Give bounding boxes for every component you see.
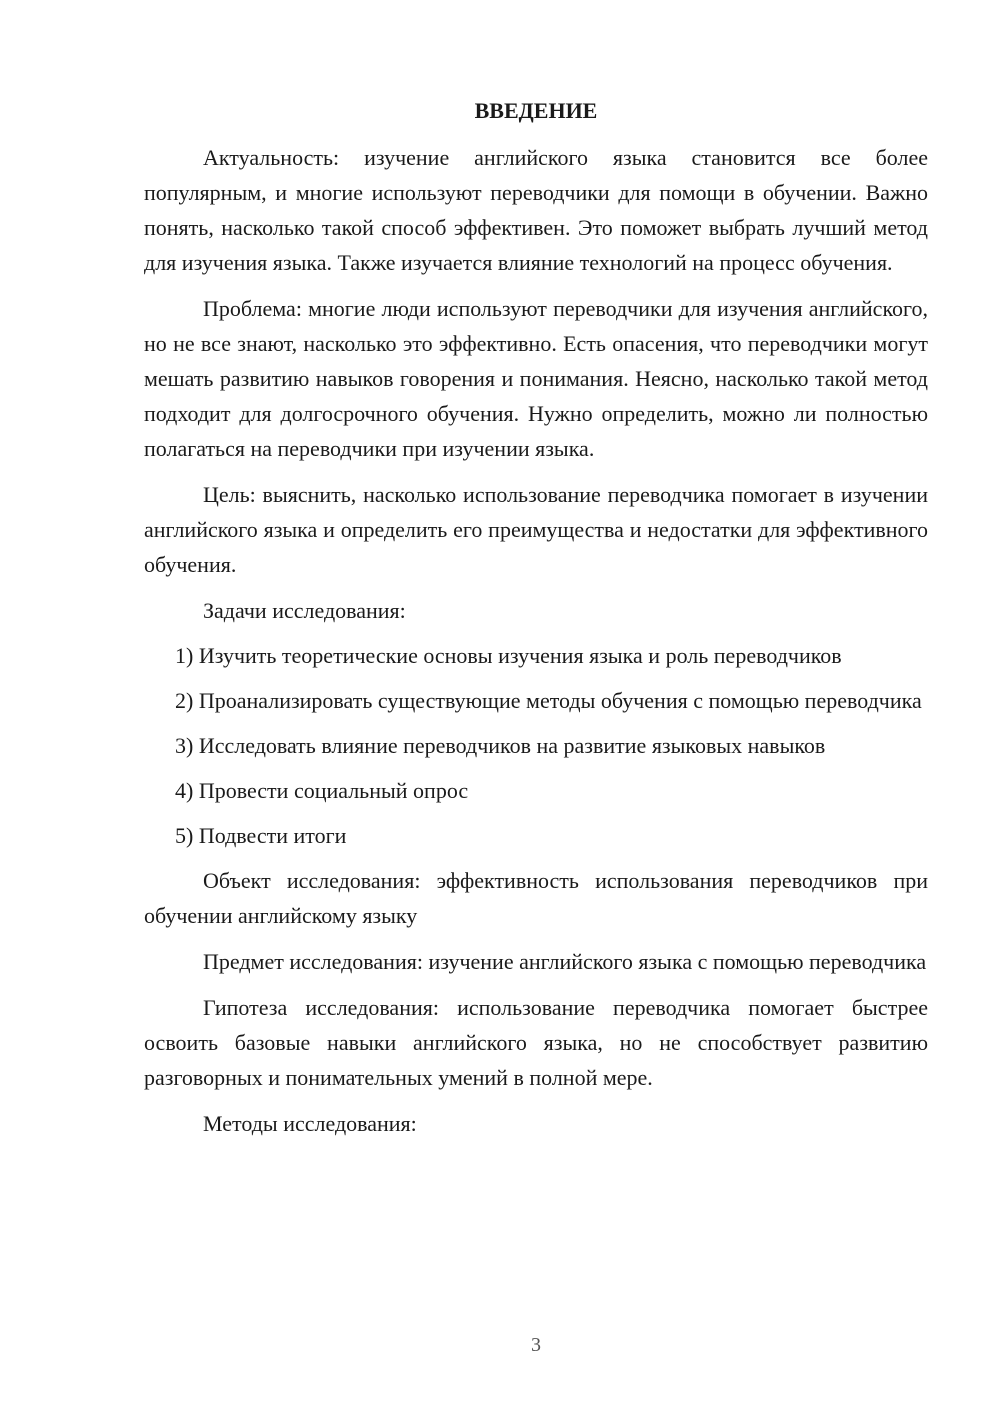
- relevance-paragraph: Актуальность: изучение английского языка становится все более популярным, и многие используют переводчики для помощи в обучении. Важно понять, насколько такой способ эффективен. Это поможет выбрать лучший метод для изучения языка. Также изучается влияние технологий на процесс обучения.: [144, 145, 928, 275]
- page-content: [144, 96, 928, 1151]
- tasks-list: [144, 638, 928, 853]
- hypothesis-paragraph: Гипотеза исследования: использование переводчика помогает быстрее освоить базовые навыки английского языка, но не способствует развитию разговорных и понимательных умений в полной мере.: [144, 995, 928, 1090]
- tasks-heading: Задачи исследования:: [203, 598, 406, 623]
- task-item-2: 2) Проанализировать существующие методы обучения с помощью переводчика: [175, 688, 922, 713]
- subject-paragraph: Предмет исследования: изучение английского языка с помощью переводчика: [203, 949, 927, 974]
- task-item-1: 1) Изучить теоретические основы изучения языка и роль переводчиков: [175, 643, 842, 668]
- goal-paragraph: Цель: выяснить, насколько использование переводчика помогает в изучении английского языка и определить его преимущества и недостатки для эффективного обучения.: [144, 482, 928, 577]
- object-paragraph: Объект исследования: эффективность использования переводчиков при обучении английскому языку: [144, 868, 928, 928]
- methods-heading: Методы исследования:: [203, 1111, 417, 1136]
- page-number: 3: [531, 1334, 541, 1356]
- page-title: ВВЕДЕНИЕ: [474, 98, 598, 123]
- task-item-3: 3) Исследовать влияние переводчиков на развитие языковых навыков: [175, 733, 826, 758]
- task-item-5: 5) Подвести итоги: [175, 823, 347, 848]
- task-item-4: 4) Провести социальный опрос: [175, 778, 469, 803]
- problem-paragraph: Проблема: многие люди используют переводчики для изучения английского, но не все знают, насколько это эффективно. Есть опасения, что переводчики могут мешать развитию навыков говорения и понимания. Неясно, насколько такой метод подходит для долгосрочного обучения. Нужно определить, можно ли полностью полагаться на переводчики при изучении языка.: [144, 296, 928, 461]
